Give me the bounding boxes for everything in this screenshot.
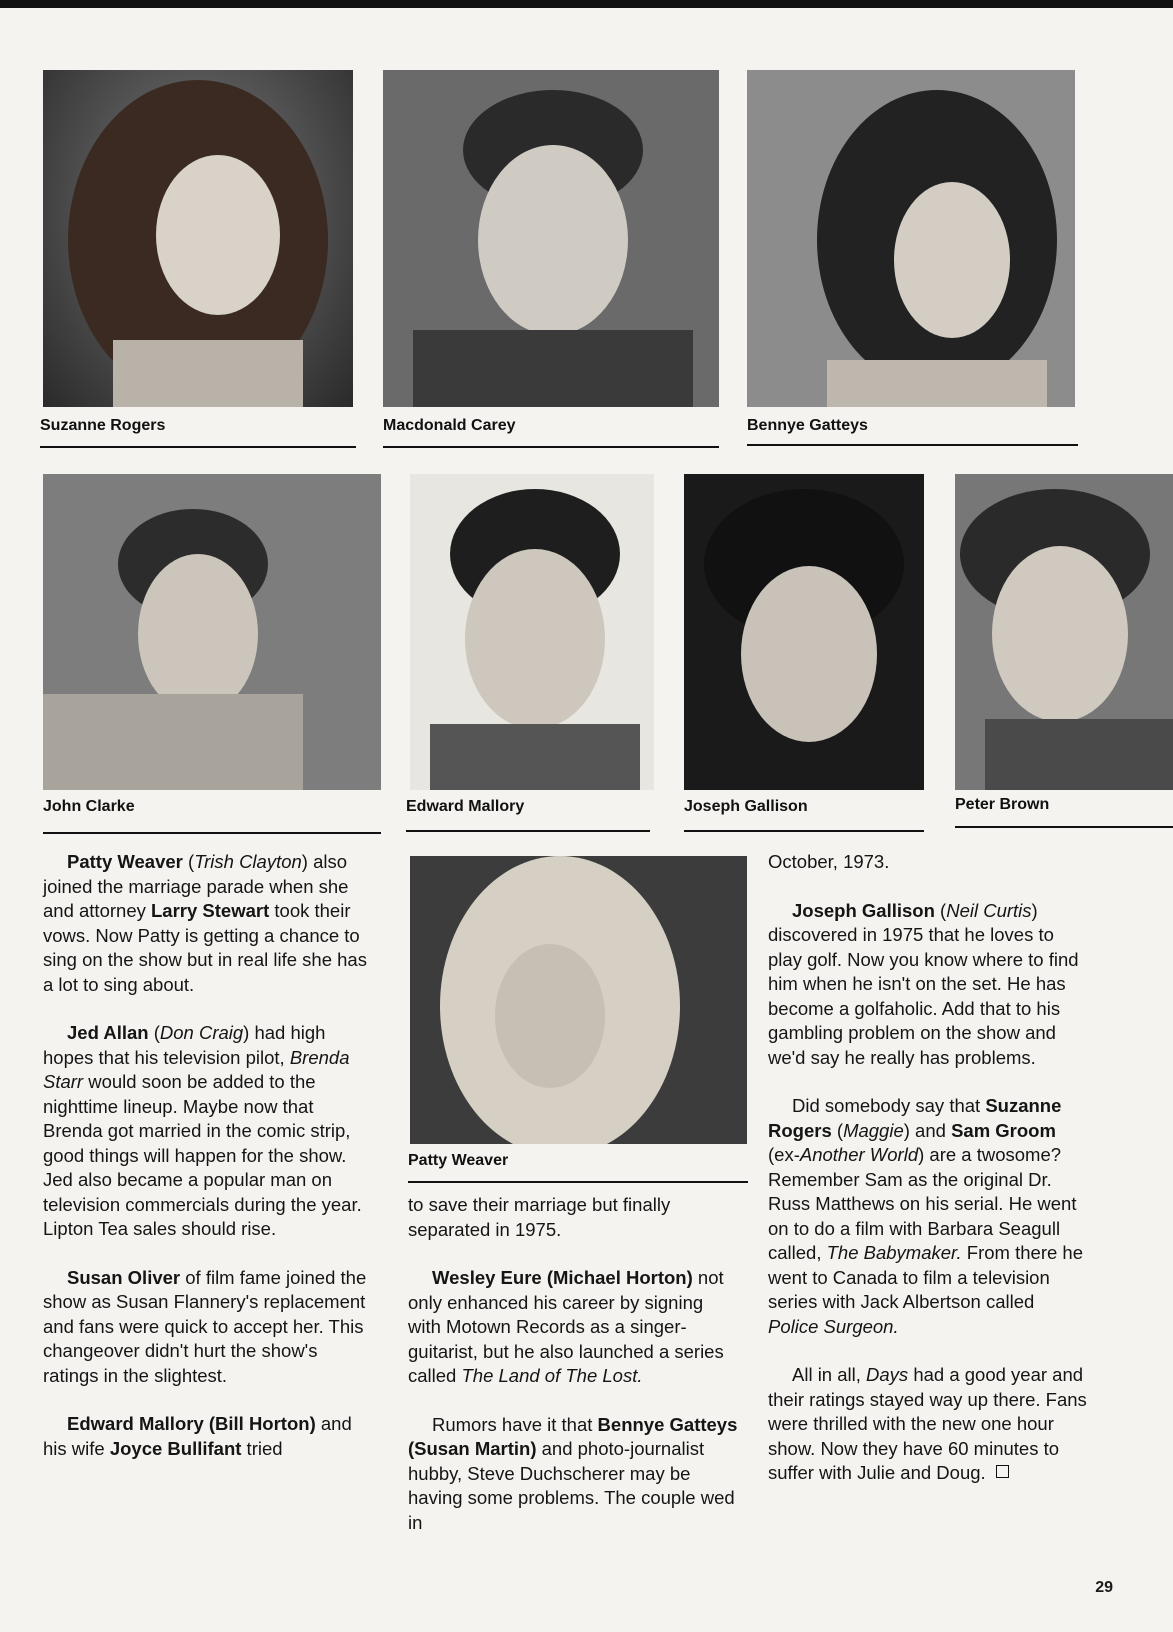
paragraph-bennye-gatteys: Rumors have it that Bennye Gatteys (Susan Martin) and photo-journalist hubby, Steve Duchscherer may be having some problems. The couple wed in: [408, 1413, 738, 1533]
caption-rule: [684, 830, 924, 832]
article-column-2: [408, 1193, 738, 1559]
caption-edward-mallory: Edward Mallory: [406, 798, 525, 815]
photo-patty-weaver: [410, 856, 747, 1144]
photo-joseph-gallison: [684, 474, 924, 790]
photo-john-clarke: [43, 474, 381, 790]
end-of-article-box-icon: [996, 1465, 1009, 1478]
caption-rule: [40, 446, 356, 448]
caption-suzanne-rogers: Suzanne Rogers: [40, 417, 166, 434]
caption-bennye-gatteys: Bennye Gatteys: [747, 417, 868, 434]
caption-joseph-gallison: Joseph Gallison: [684, 798, 808, 815]
top-edge-bar: [0, 0, 1173, 8]
article-column-1: [43, 850, 373, 1485]
caption-peter-brown: Peter Brown: [955, 796, 1050, 813]
caption-macdonald-carey: Macdonald Carey: [383, 417, 516, 434]
caption-rule: [406, 830, 650, 832]
paragraph-jed-allan: Jed Allan (Don Craig) had high hopes that his television pilot, Brenda Starr would soon be added to the nighttime lineup. Maybe now that Brenda got married in the comic strip, good things will happen for the show. Jed also became a popular man on television commercials during the year. Lipton Tea sales should rise.: [43, 1022, 362, 1239]
photo-peter-brown: [955, 474, 1173, 790]
paragraph-edward-mallory: Edward Mallory (Bill Horton) and his wife Joyce Bullifant tried: [43, 1413, 352, 1459]
paragraph-wesley-eure: Wesley Eure (Michael Horton) not only enhanced his career by signing with Motown Records as a singer-guitarist, but he also launched a series called The Land of The Lost.: [408, 1267, 724, 1386]
photo-edward-mallory: [410, 474, 654, 790]
paragraph-mallory-continued: to save their marriage but finally separated in 1975.: [408, 1194, 671, 1240]
caption-john-clarke: John Clarke: [43, 798, 135, 815]
caption-rule: [408, 1181, 748, 1183]
photo-suzanne-rogers: [43, 70, 353, 407]
caption-rule: [747, 444, 1078, 446]
paragraph-gatteys-continued: October, 1973.: [768, 851, 890, 872]
caption-rule: [43, 832, 381, 834]
photo-bennye-gatteys: [747, 70, 1075, 407]
caption-rule: [955, 826, 1173, 828]
paragraph-patty-weaver: Patty Weaver (Trish Clayton) also joined the marriage parade when she and attorney Larry Stewart took their vows. Now Patty is getting a chance to sing on the show but in real life she has a lot to sing about.: [43, 851, 367, 995]
paragraph-susan-oliver: Susan Oliver of film fame joined the show as Susan Flannery's replacement and fans were quick to accept her. This changeover didn't hurt the show's ratings in the slightest.: [43, 1266, 367, 1386]
paragraph-closing: All in all, Days had a good year and their ratings stayed way up there. Fans were thrilled with the new one hour show. Now they have 60 minutes to suffer with Julie and Doug.: [768, 1364, 1087, 1483]
page-number: 29: [1095, 1579, 1113, 1596]
caption-rule: [383, 446, 719, 448]
article-column-3: [768, 850, 1088, 1510]
caption-patty-weaver: Patty Weaver: [408, 1152, 509, 1169]
paragraph-suzanne-rogers: Did somebody say that Suzanne Rogers (Maggie) and Sam Groom (ex-Another World) are a twosome? Remember Sam as the original Dr. Russ Matthews on his serial. He went on to do a film with Barbara Seagull called, The Babymaker. From there he went to Canada to film a television series with Jack Albertson called Police Surgeon.: [768, 1095, 1083, 1337]
photo-macdonald-carey: [383, 70, 719, 407]
paragraph-joseph-gallison: Joseph Gallison (Neil Curtis) discovered in 1975 that he loves to play golf. Now you know where to find him when he isn't on the set. He has become a golfaholic. Add that to his gambling problem on the show and we'd say he really has problems.: [768, 899, 1079, 1068]
